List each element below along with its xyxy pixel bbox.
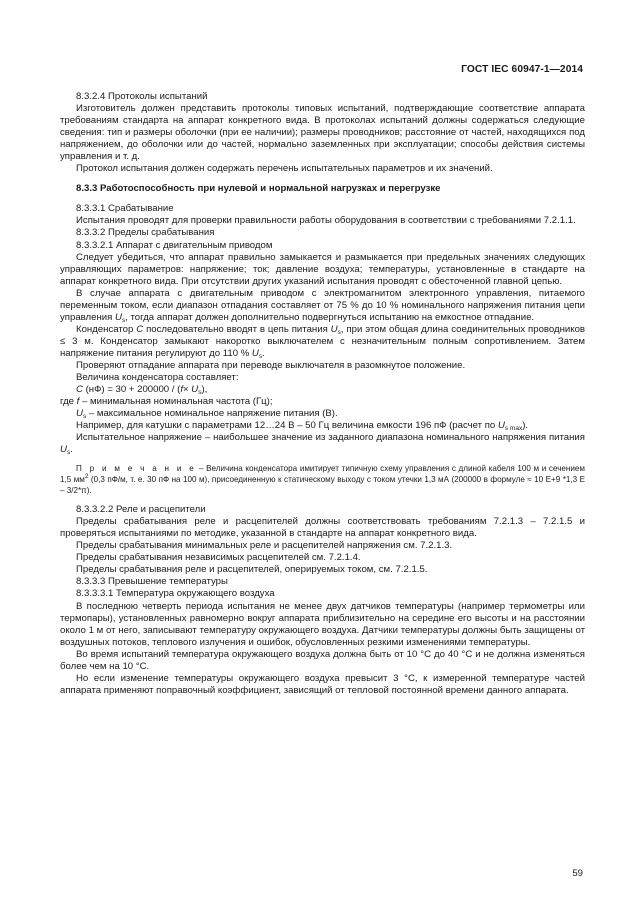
paragraph-capacitor: Конденсатор C последовательно вводят в цепь питания $U_s$, при этом общая длина соединительных проводников ≤ 3 м. Конденсатор замыкают накоротко выключателем с незначительным полным сопротивлением. Затем напряжение питания регулируют до 110 % $U_s$. <box>60 323 586 360</box>
section-title: 8.3.3.2 Пределы срабатывания <box>76 227 215 239</box>
paragraph-test-voltage: Испытательное напряжение – наибольшее значение из заданного диапазона номинального напряжения питания $U_s$. <box>60 432 585 457</box>
paragraph-capacitive-dropout: В случае аппарата с двигательным приводом с электромагнитом электронного управления, питаемого переменным током, если диапазон отпадания составляет от 75 % до 10 % номинального напряжения питания цепи управления $U_s$, тогда аппарат должен дополнительно подвергнуться испытанию на емкостное отпадание. <box>60 287 585 324</box>
note-label: П р и м е ч а н и е <box>76 464 197 474</box>
page-content <box>60 91 585 697</box>
paragraph-example: Например, для катушки с параметрами 12…24 В – 50 Гц величина емкости 196 пФ (расчет по $U_{s max}$). <box>76 420 529 433</box>
section-title: 8.3.2.4 Протоколы испытаний <box>76 91 208 102</box>
paragraph: Протокол испытания должен содержать перечень испытательных параметров и их значений. <box>76 163 493 175</box>
page-number: 59 <box>572 868 583 879</box>
capacitance-formula: C $(нФ) = 30 + 200000 / (f\times U_s)$, <box>76 384 208 397</box>
section-title: 8.3.3.2.2 Реле и расцепители <box>76 504 206 516</box>
paragraph: Испытания проводят для проверки правильности работы оборудования в соответствии с требованиями 7.2.1.1. <box>76 215 576 227</box>
paragraph: Проверяют отпадание аппарата при переводе выключателя в разомкнутое положение. <box>76 359 466 371</box>
formula-legend-f: где f – минимальная номинальная частота (Гц); <box>60 396 273 408</box>
section-title: 8.3.3.1 Срабатывание <box>76 203 174 215</box>
note: П р и м е ч а н и е – Величина конденсатора имитирует типичную схему управления с длиной кабеля 100 м и сечением 1,5 $мм^2$ (0,3 пФ/м, т. е. 30 пФ на 100 м), присоединенную к статическому выходу с током утечки 1,3 мА (200000 в формуле ≈ 10 E+9 *1,3 E – 3/2*π). <box>60 464 585 495</box>
paragraph: Пределы срабатывания независимых расцепителей см. 7.2.1.4. <box>76 552 361 564</box>
paragraph: Пределы срабатывания реле и расцепителей должны соответствовать требованиям 7.2.1.3 – 7.2.1.5 и проверяться испытаниями по методике, указанной в стандарте на аппарат конкретного вида. <box>60 516 585 540</box>
paragraph: Во время испытаний температура окружающего воздуха должна быть от 10 °C до 40 °C и не должна изменяться более чем на 10 °C. <box>60 648 585 672</box>
paragraph: В последнюю четверть периода испытания не менее двух датчиков температуры (например термометры или термопары), установленных равномерно вокруг аппарата приблизительно на середине его высоты и на расстоянии около 1 м от него, записывают температуру окружающего воздуха. Датчики температуры должны быть защищены от воздушных потоков, теплового излучения и ошибок, обусловленных резкими изменениями температуры. <box>60 600 585 648</box>
paragraph: Следует убедиться, что аппарат правильно замыкается и размыкается при предельных значениях следующих управляющих параметров: напряжение; ток; давление воздуха; температуры, установленные в стандарте на аппарат конкретного вида. При отсутствии других указаний испытания проводят с обесточенной главной цепью. <box>60 251 585 287</box>
section-heading: 8.3.3 Работоспособность при нулевой и нормальной нагрузках и перегрузке <box>76 183 441 195</box>
section-title: 8.3.3.2.1 Аппарат с двигательным приводом <box>76 239 273 251</box>
paragraph: Величина конденсатора составляет: <box>76 372 239 384</box>
section-title: 8.3.3.3.1 Температура окружающего воздуха <box>76 588 275 600</box>
paragraph: Изготовитель должен представить протоколы типовых испытаний, подтверждающие соответствие аппарата требованиям стандарта на аппарат конкретного вида. В протоколах испытаний должны содержаться следующие сведения: тип и размеры оболочки (при ее наличии); размеры проводников; расстояние от частей, находящихся под напряжением, до оболочки или до частей, нормально заземленных при эксплуатации; способы действия системы управления и т. д. <box>60 103 585 163</box>
formula-legend-us: $U_s$ – максимальное номинальное напряжение питания (В). <box>76 408 338 421</box>
paragraph: Пределы срабатывания реле и расцепителей, оперируемых током, см. 7.2.1.5. <box>76 564 428 576</box>
paragraph: Но если изменение температуры окружающего воздуха превысит 3 °C, к измеренной температуре частей аппарата применяют поправочный коэффициент, зависящий от тепловой постоянной времени данного аппарата. <box>60 672 585 696</box>
paragraph: Пределы срабатывания минимальных реле и расцепителей напряжения см. 7.2.1.3. <box>76 540 453 552</box>
standard-header: ГОСТ IEC 60947-1—2014 <box>461 64 583 75</box>
section-title: 8.3.3.3 Превышение температуры <box>76 576 228 588</box>
